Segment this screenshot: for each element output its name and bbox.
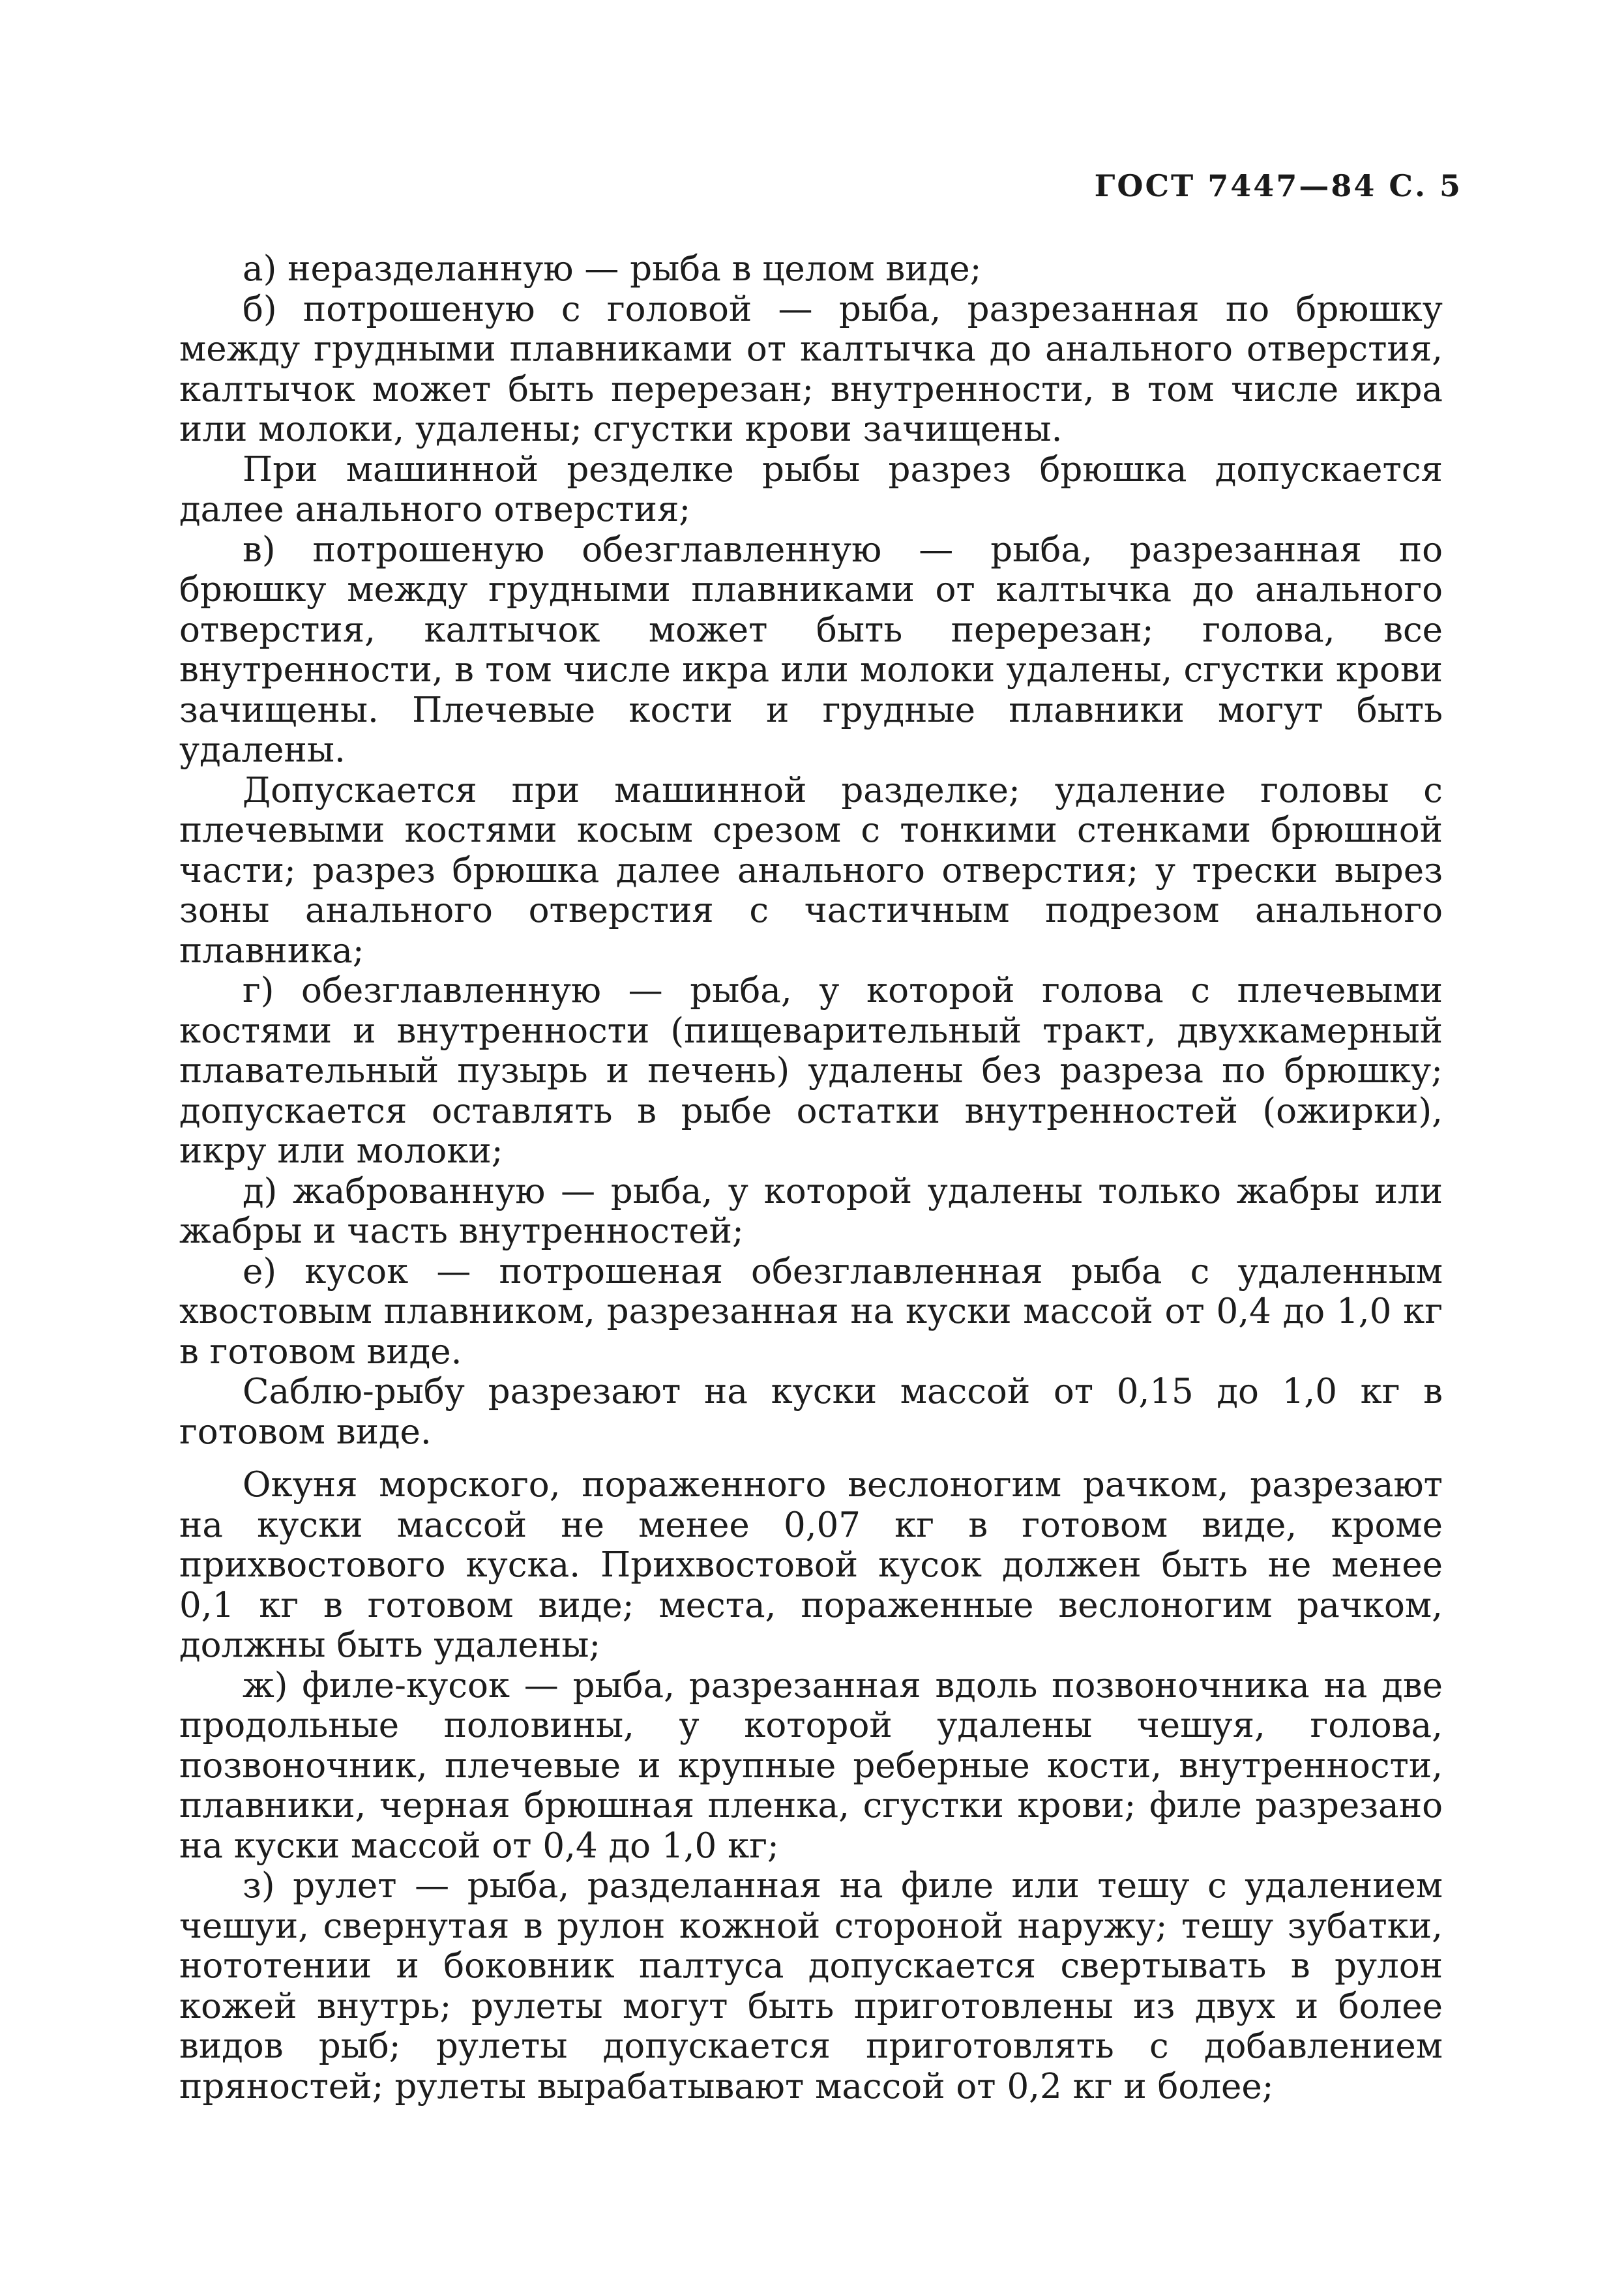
paragraph-item-zh: ж) филе-кусок — рыба, разрезанная вдоль позвоночника на две продольные половины, у которой удалены чешуя, голова, позвоночник, плечевые и крупные реберные кости, внутренности, плавники, черная брюшная пленка, сгустки крови; филе разрезано на куски массой от 0,4 до 1,0 кг; — [179, 1665, 1443, 1866]
paragraph-item-b: б) потрошеную с головой — рыба, разрезанная по брюшку между грудными плавниками от калтычка до анального отверстия, калтычок может быть перерезан; внутренности, в том числе икра или молоки, удалены; сгустки крови зачищены. — [179, 289, 1443, 449]
page-header: ГОСТ 7447—84 С. 5 — [1094, 168, 1462, 203]
paragraph-item-e: е) кусок — потрошеная обезглавленная рыба с удаленным хвостовым плавником, разрезанная на куски массой от 0,4 до 1,0 кг в готовом виде. — [179, 1251, 1443, 1372]
paragraph-item-g: г) обезглавленную — рыба, у которой голова с плечевыми костями и внутренности (пищеварительный тракт, двухкамерный плавательный пузырь и печень) удалены без разреза по брюшку; допускается оставлять в рыбе остатки внутренностей (ожирки), икру или молоки; — [179, 971, 1443, 1171]
paragraph-machine-cutting-allowance: Допускается при машинной разделке; удаление головы с плечевыми костями косым срезом с тонкими стенками брюшной части; разрез брюшка далее анального отверстия; у трески вырез зоны анального отверстия с частичным подрезом анального плавника; — [179, 770, 1443, 971]
paragraph-machine-cutting-note: При машинной резделке рыбы разрез брюшка допускается далее анального отверстия; — [179, 449, 1443, 529]
paragraph-item-d: д) жаброванную — рыба, у которой удалены только жабры или жабры и часть внутренностей; — [179, 1171, 1443, 1251]
paragraph-sabre-fish-note: Саблю-рыбу разрезают на куски массой от 0,15 до 1,0 кг в готовом виде. — [179, 1372, 1443, 1452]
paragraph-item-v: в) потрошеную обезглавленную — рыба, разрезанная по брюшку между грудными плавниками от калтычка до анального отверстия, калтычок может быть перерезан; голова, все внутренности, в том числе икра или молоки удалены, сгустки крови зачищены. Плечевые кости и грудные плавники могут быть удалены. — [179, 529, 1443, 770]
document-body — [179, 249, 1443, 2106]
paragraph-sea-perch-note: Окуня морского, пораженного веслоногим рачком, разрезают на куски массой не менее 0,07 кг в готовом виде, кроме прихвостового куска. Прихвостовой кусок должен быть не менее 0,1 кг в готовом виде; места, пораженные веслоногим рачком, должны быть удалены; — [179, 1465, 1443, 1665]
paragraph-item-a: а) неразделанную — рыба в целом виде; — [243, 249, 982, 289]
paragraph-item-z: з) рулет — рыба, разделанная на филе или тешу с удалением чешуи, свернутая в рулон кожной стороной наружу; тешу зубатки, нототении и боковник палтуса допускается свертывать в рулон кожей внутрь; рулеты могут быть приготовлены из двух и более видов рыб; рулеты допускается приготовлять с добавлением пряностей; рулеты вырабатывают массой от 0,2 кг и более; — [179, 1866, 1443, 2106]
